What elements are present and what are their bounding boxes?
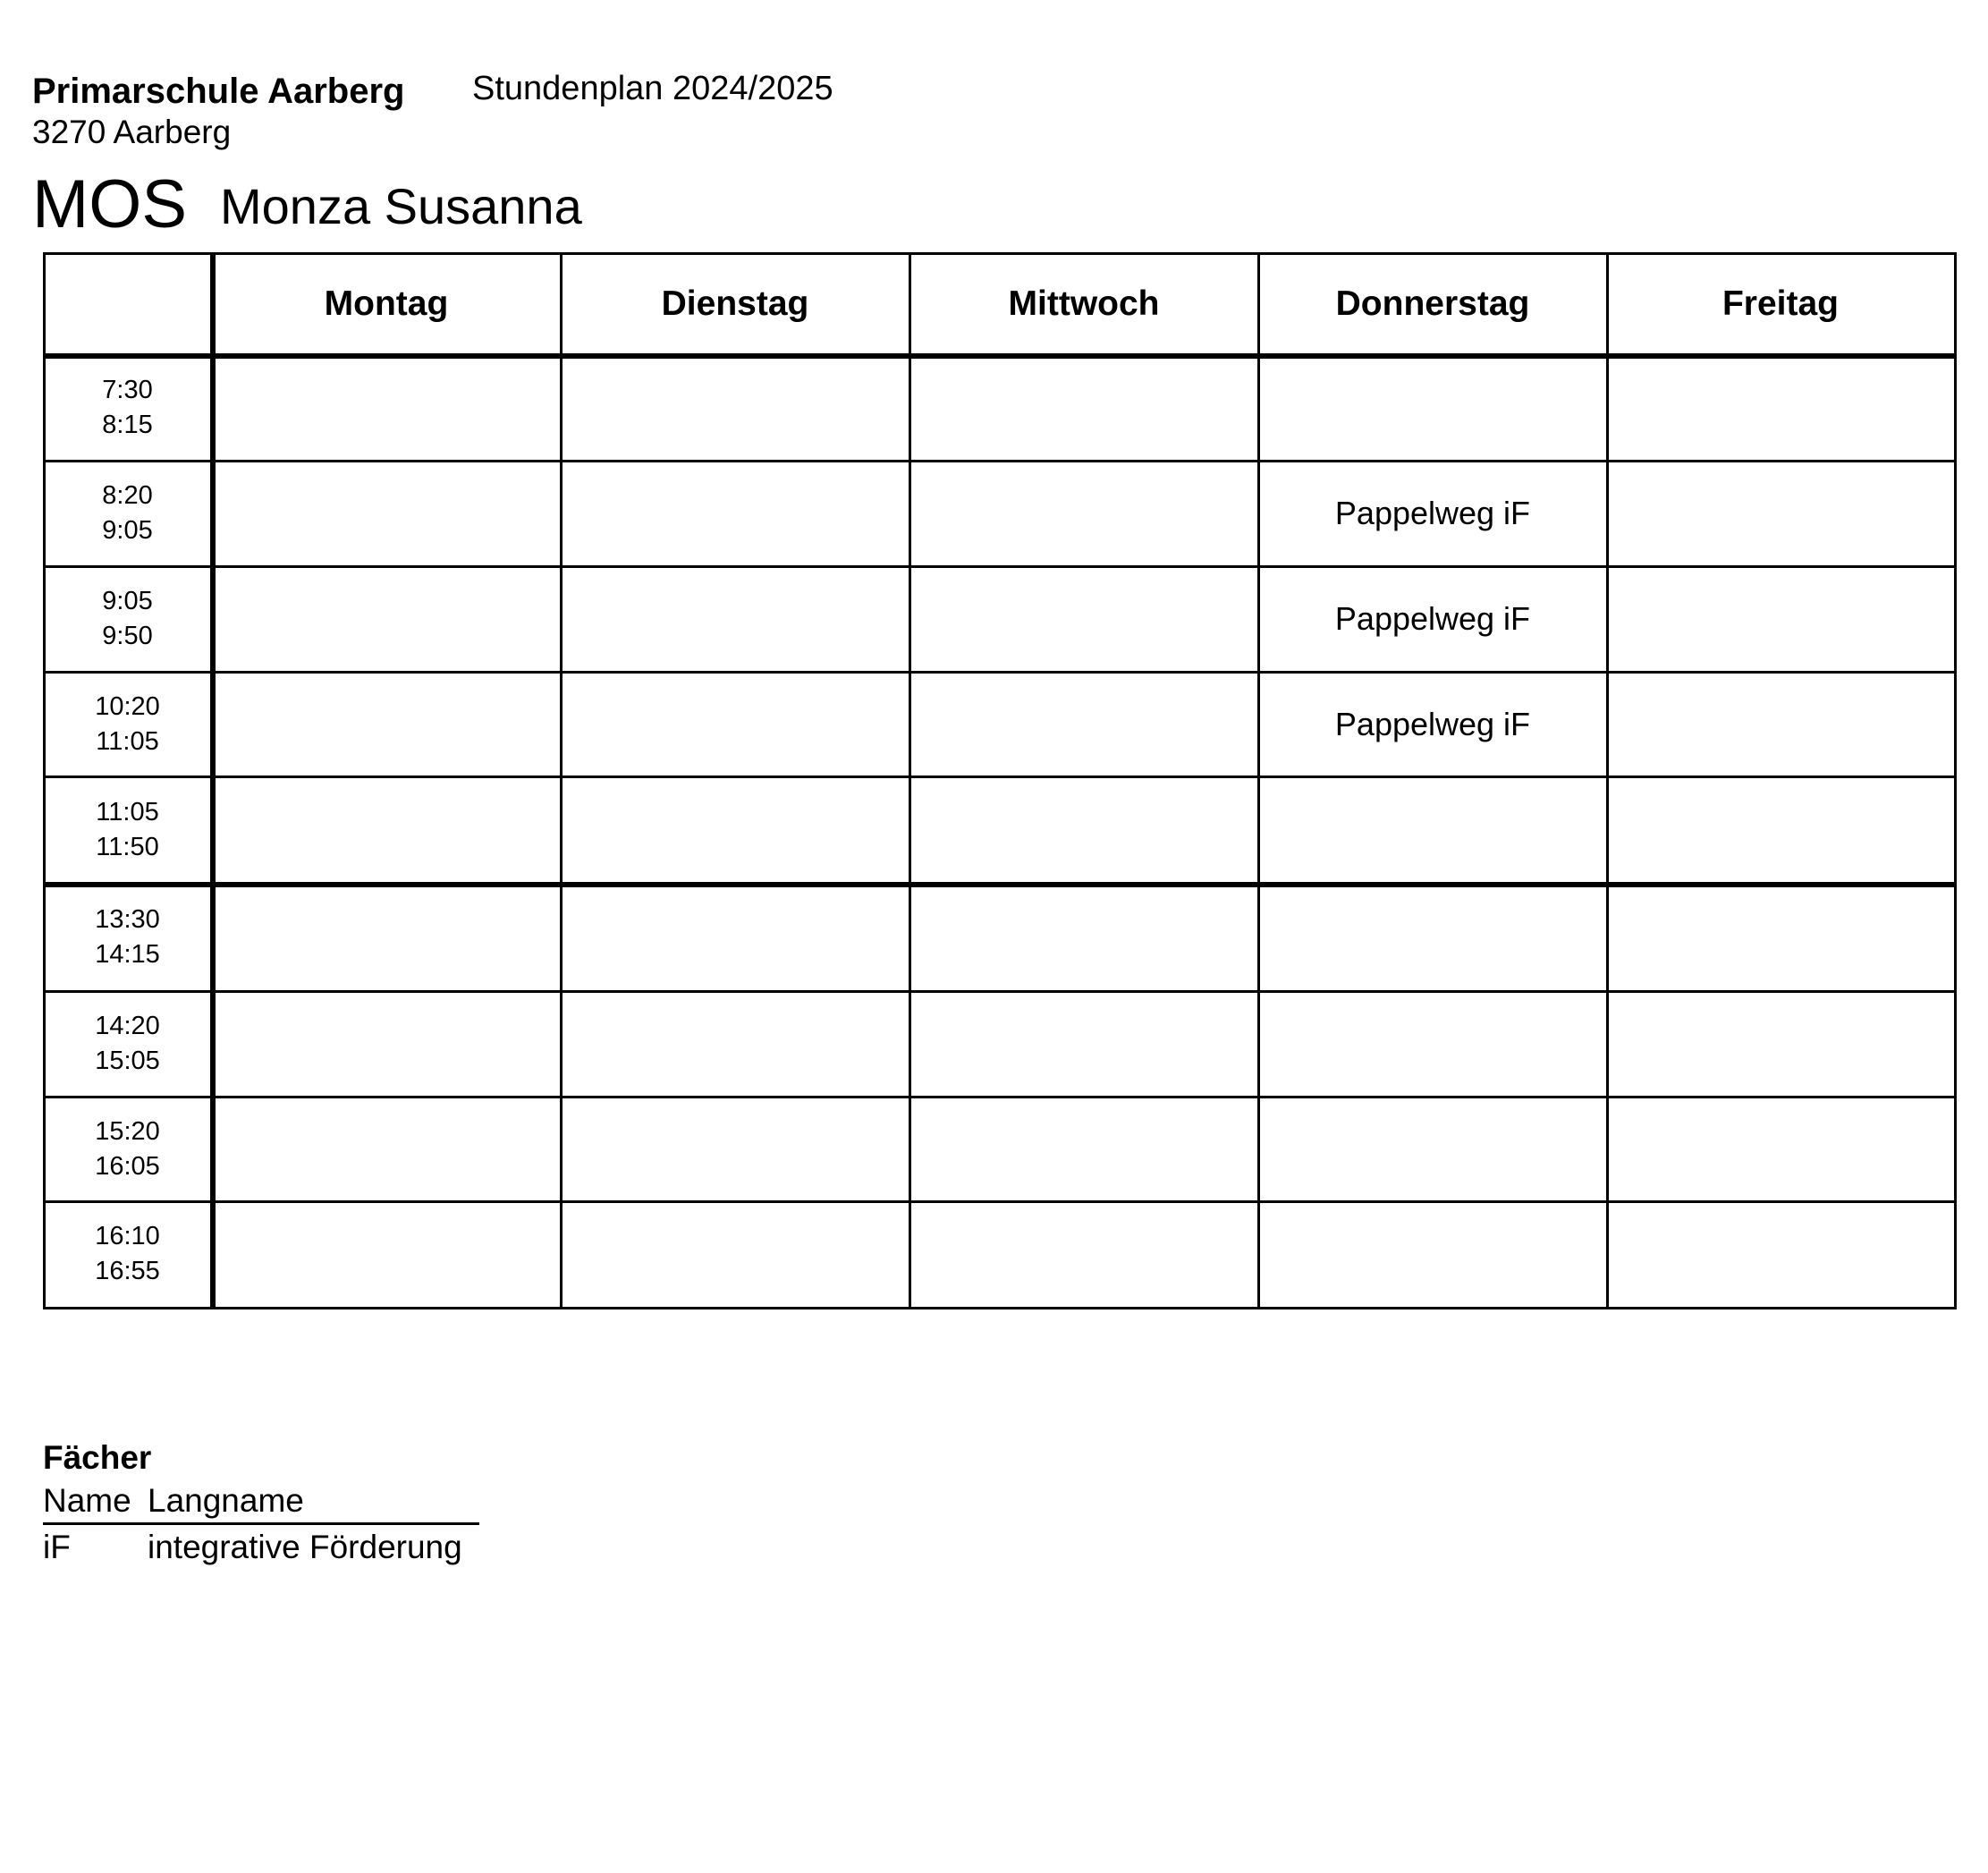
lesson-cell bbox=[1607, 461, 1954, 566]
legend-row-name: iF bbox=[43, 1529, 71, 1565]
lesson-cell bbox=[1258, 355, 1607, 461]
lesson-cell bbox=[212, 672, 561, 776]
lesson-cell bbox=[909, 1097, 1258, 1201]
period-time bbox=[43, 355, 212, 461]
lesson-cell: Pappelweg iF bbox=[1334, 705, 1531, 742]
lesson-cell bbox=[561, 884, 909, 991]
period-end: 15:05 bbox=[95, 1047, 160, 1075]
period-end: 9:50 bbox=[102, 622, 153, 650]
lesson-cell bbox=[561, 1097, 909, 1201]
lesson-cell bbox=[561, 566, 909, 672]
day-header-dienstag: Dienstag bbox=[661, 284, 809, 323]
lesson-cell bbox=[561, 461, 909, 566]
legend-header-divider bbox=[43, 1522, 479, 1525]
period-time bbox=[43, 884, 212, 991]
lesson-cell bbox=[1258, 884, 1607, 991]
period-end: 16:05 bbox=[95, 1151, 160, 1181]
day-header-freitag: Freitag bbox=[1722, 284, 1840, 323]
period-end: 16:55 bbox=[95, 1257, 160, 1285]
lesson-cell bbox=[1607, 672, 1954, 776]
period-time bbox=[43, 566, 212, 672]
lesson-cell bbox=[909, 884, 1258, 991]
period-start: 13:30 bbox=[95, 905, 160, 934]
period-start: 8:20 bbox=[102, 481, 153, 510]
period-time bbox=[43, 1201, 212, 1307]
lesson-cell bbox=[1607, 1201, 1954, 1307]
period-end: 14:15 bbox=[95, 940, 160, 969]
day-header-mittwoch: Mittwoch bbox=[1008, 284, 1160, 323]
lesson-cell bbox=[1607, 1097, 1954, 1201]
grid-border-right bbox=[1954, 252, 1957, 1309]
school-address: 3270 Aarberg bbox=[32, 114, 232, 150]
lesson-cell bbox=[1607, 884, 1954, 991]
lesson-cell bbox=[561, 672, 909, 776]
period-end: 11:50 bbox=[96, 833, 159, 861]
period-start: 11:05 bbox=[96, 798, 159, 826]
school-name: Primarschule Aarberg bbox=[32, 72, 405, 111]
lesson-cell bbox=[1607, 355, 1954, 461]
lesson-cell bbox=[212, 776, 561, 884]
lesson-cell bbox=[1258, 776, 1607, 884]
period-time bbox=[43, 991, 212, 1097]
lesson-cell bbox=[909, 991, 1258, 1097]
lesson-cell bbox=[212, 884, 561, 991]
lesson-cell bbox=[212, 461, 561, 566]
period-start: 16:10 bbox=[95, 1222, 160, 1250]
lesson-cell bbox=[1258, 1201, 1607, 1307]
period-time bbox=[43, 1097, 212, 1201]
lesson-cell bbox=[212, 1201, 561, 1307]
legend-title: Fächer bbox=[43, 1439, 152, 1476]
lesson-cell bbox=[1607, 776, 1954, 884]
period-start: 7:30 bbox=[102, 376, 153, 404]
legend-header-name: Name bbox=[43, 1482, 131, 1519]
legend-row-longname: integrative Förderung bbox=[148, 1529, 462, 1565]
legend-header-longname: Langname bbox=[148, 1482, 304, 1519]
period-time bbox=[43, 672, 212, 776]
lesson-cell bbox=[1258, 991, 1607, 1097]
lesson-cell bbox=[212, 1097, 561, 1201]
teacher-name: Monza Susanna bbox=[220, 178, 582, 234]
lesson-cell bbox=[909, 461, 1258, 566]
lesson-cell bbox=[1607, 566, 1954, 672]
day-header-montag: Montag bbox=[324, 284, 449, 323]
period-end: 9:05 bbox=[102, 516, 153, 545]
lesson-cell bbox=[909, 355, 1258, 461]
lesson-cell bbox=[212, 355, 561, 461]
lesson-cell: Pappelweg iF bbox=[1334, 600, 1531, 637]
period-start: 15:20 bbox=[95, 1116, 160, 1146]
lesson-cell bbox=[212, 991, 561, 1097]
period-end: 8:15 bbox=[102, 411, 153, 439]
period-start: 14:20 bbox=[95, 1012, 160, 1040]
lesson-cell bbox=[1607, 991, 1954, 1097]
lesson-cell bbox=[909, 672, 1258, 776]
plan-title: Stundenplan 2024/2025 bbox=[472, 70, 833, 107]
period-time bbox=[43, 461, 212, 566]
period-end: 11:05 bbox=[96, 726, 159, 756]
lesson-cell bbox=[561, 355, 909, 461]
lesson-cell bbox=[561, 776, 909, 884]
lesson-cell bbox=[909, 776, 1258, 884]
lesson-cell: Pappelweg iF bbox=[1334, 495, 1531, 531]
lesson-cell bbox=[212, 566, 561, 672]
teacher-code: MOS bbox=[32, 166, 188, 242]
lesson-cell bbox=[561, 1201, 909, 1307]
lesson-cell bbox=[909, 566, 1258, 672]
lesson-cell bbox=[1258, 1097, 1607, 1201]
period-start: 10:20 bbox=[95, 691, 160, 721]
grid-border-bottom bbox=[43, 1307, 1957, 1309]
lesson-cell bbox=[909, 1201, 1258, 1307]
period-start: 9:05 bbox=[102, 587, 153, 615]
day-header-donnerstag: Donnerstag bbox=[1335, 284, 1530, 323]
lesson-cell bbox=[561, 991, 909, 1097]
period-time bbox=[43, 776, 212, 884]
